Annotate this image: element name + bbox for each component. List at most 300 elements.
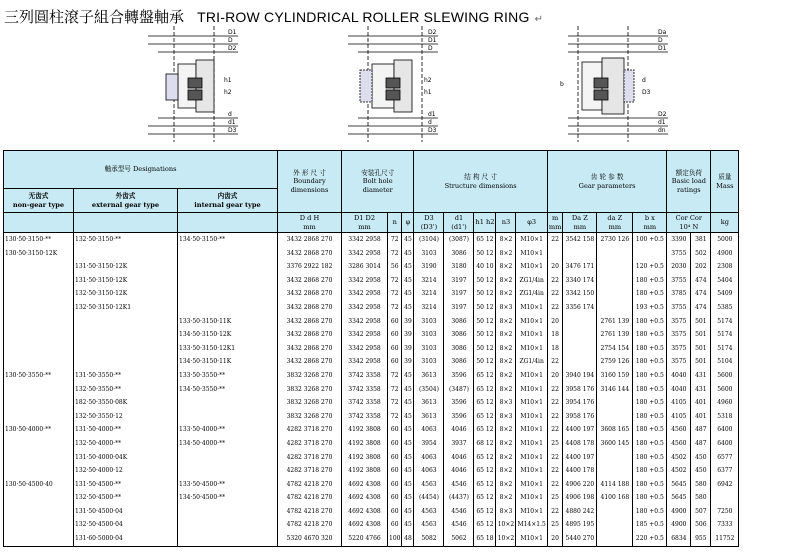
table-cell: 3432 2868 270	[278, 328, 342, 342]
table-cell: 180 +0.5	[633, 505, 667, 519]
table-cell: 4692 4308	[342, 478, 388, 492]
table-cell: 3542 158	[563, 233, 597, 247]
table-cell: 39	[402, 355, 414, 369]
table-cell: (3487)	[444, 383, 474, 397]
table-cell: 50 12	[474, 342, 496, 356]
table-cell: 45	[402, 301, 414, 315]
table-cell: 4105	[667, 396, 691, 410]
table-cell: 45	[402, 396, 414, 410]
table-cell	[597, 287, 633, 301]
table-cell: 180 +0.5	[633, 383, 667, 397]
drawing-label: h1	[424, 89, 432, 96]
table-cell: M10×1	[516, 301, 547, 315]
designations-header: 軸承型号 Designations	[4, 151, 278, 189]
table-header	[4, 151, 739, 233]
table-cell: 8×3	[496, 396, 516, 410]
table-cell: 3086	[444, 342, 474, 356]
table-cell: 5174	[711, 315, 739, 329]
table-cell: 65 12	[474, 491, 496, 505]
table-cell: 5062	[444, 532, 474, 546]
table-cell: 487	[691, 423, 711, 437]
table-cell: 25	[547, 518, 563, 532]
table-cell	[563, 315, 597, 329]
table-cell: 3086	[444, 315, 474, 329]
table-cell: 18	[547, 328, 563, 342]
sub-header-bolt: D1 D2 mm	[342, 213, 388, 233]
table-cell: 4114 188	[597, 478, 633, 492]
table-cell: 45	[402, 478, 414, 492]
table-cell: 50 12	[474, 328, 496, 342]
table-cell: 25	[547, 491, 563, 505]
table-cell: 5645	[667, 478, 691, 492]
table-cell: 132·50·3150·**	[74, 233, 178, 247]
table-cell: 3286 3014	[342, 260, 388, 274]
table-cell	[4, 355, 74, 369]
table-cell: 955	[691, 532, 711, 546]
internal-gear-header: 内齿式 internal gear type	[178, 189, 278, 213]
table-cell: 131·60·5000·04	[74, 532, 178, 546]
table-cell: 4192 3808	[342, 437, 388, 451]
drawing-label: D1	[428, 37, 437, 44]
table-cell: 4546	[444, 505, 474, 519]
sub-header-kg: kg	[711, 213, 739, 233]
table-cell: 131·50·4500·**	[74, 478, 178, 492]
non-gear-header: 无齿式 non-gear type	[4, 189, 74, 213]
table-cell: 4502	[667, 464, 691, 478]
table-cell: 3940 194	[563, 369, 597, 383]
table-cell: 8×2	[496, 342, 516, 356]
table-cell: 180 +0.5	[633, 491, 667, 505]
table-cell: 507	[691, 505, 711, 519]
table-cell: 3432 2868 270	[278, 233, 342, 247]
table-cell: 4692 4308	[342, 505, 388, 519]
table-cell	[4, 437, 74, 451]
table-cell: 22	[547, 410, 563, 424]
table-cell: M10×1	[516, 410, 547, 424]
table-cell	[178, 260, 278, 274]
table-cell: 3160 159	[597, 369, 633, 383]
table-row	[4, 260, 739, 274]
drawing-label: D	[658, 37, 663, 44]
table-cell: 5440 270	[563, 532, 597, 546]
table-cell: 4040	[667, 383, 691, 397]
gear-header: 齿 轮 参 数 Gear parameters	[547, 151, 667, 213]
table-cell: ZG1/4in	[516, 274, 547, 288]
table-cell: 5174	[711, 342, 739, 356]
table-cell: 65 12	[474, 369, 496, 383]
table-cell: 130·50·3150·12K	[4, 247, 74, 261]
table-cell: 506	[691, 518, 711, 532]
table-cell: 39	[402, 315, 414, 329]
table-cell	[597, 301, 633, 315]
table-cell: 180 +0.5	[633, 396, 667, 410]
table-cell: 4692 4308	[342, 491, 388, 505]
table-cell: 45	[402, 451, 414, 465]
table-cell: 4400 178	[563, 464, 597, 478]
table-cell: 8×2	[496, 369, 516, 383]
table-cell: 3342 2958	[342, 342, 388, 356]
table-cell: 4400 197	[563, 451, 597, 465]
table-cell: 65 12	[474, 423, 496, 437]
table-cell: 22	[547, 451, 563, 465]
table-cell: 6577	[711, 451, 739, 465]
table-cell: 3755	[667, 274, 691, 288]
table-cell: 45	[402, 491, 414, 505]
table-cell: 202	[691, 260, 711, 274]
boundary-header: 外 形 尺 寸 Boundary dimensions	[278, 151, 342, 213]
table-cell: 8×3	[496, 410, 516, 424]
table-cell: 8×2	[496, 287, 516, 301]
table-cell	[4, 315, 74, 329]
table-cell	[4, 274, 74, 288]
drawing-label: D3	[228, 127, 237, 134]
table-cell: 2759 126	[597, 355, 633, 369]
drawing-label: D1	[228, 29, 237, 36]
table-cell: 4546	[444, 518, 474, 532]
table-cell: 3103	[414, 247, 444, 261]
table-cell: 60	[388, 315, 402, 329]
table-cell: 8×2	[496, 328, 516, 342]
table-cell: 45	[402, 423, 414, 437]
table-row	[4, 478, 739, 492]
table-cell: 3575	[667, 342, 691, 356]
table-cell: 134·50·4000·**	[178, 437, 278, 451]
table-cell: 133·50·4000·**	[178, 423, 278, 437]
table-cell: 131·50·4000·04K	[74, 451, 178, 465]
drawing-label: D3	[642, 89, 651, 96]
table-cell: 10×2	[496, 518, 516, 532]
drawing-label: h2	[424, 77, 432, 84]
table-cell: 134·50·3150·12K	[178, 328, 278, 342]
table-cell: 8×2	[496, 478, 516, 492]
table-cell: 132·50·3150·12K1	[74, 301, 178, 315]
table-cell: 120 +0.5	[633, 260, 667, 274]
table-cell	[74, 342, 178, 356]
table-cell: 401	[691, 396, 711, 410]
table-cell: 3190	[414, 260, 444, 274]
table-cell	[597, 274, 633, 288]
table-cell: (4454)	[414, 491, 444, 505]
table-cell: 2308	[711, 260, 739, 274]
table-cell: 40 10	[474, 260, 496, 274]
table-cell: (3104)	[414, 233, 444, 247]
table-cell: 3596	[444, 410, 474, 424]
table-cell: M10×1	[516, 383, 547, 397]
table-cell	[4, 383, 74, 397]
table-cell: M14×1.5	[516, 518, 547, 532]
table-cell: 131·50·3150·12K	[74, 274, 178, 288]
table-cell: 5409	[711, 287, 739, 301]
table-cell: 45	[402, 274, 414, 288]
table-cell: 502	[691, 247, 711, 261]
table-cell	[178, 287, 278, 301]
table-cell: 56	[388, 260, 402, 274]
table-cell: 22	[547, 396, 563, 410]
table-row	[4, 315, 739, 329]
table-cell: 4560	[667, 423, 691, 437]
table-cell: 4563	[414, 478, 444, 492]
table-cell: 20	[547, 315, 563, 329]
table-row	[4, 383, 739, 397]
table-cell: 220 +0.5	[633, 532, 667, 546]
table-cell: 5174	[711, 328, 739, 342]
table-row	[4, 355, 739, 369]
table-cell: 4400 197	[563, 423, 597, 437]
table-cell: 3086	[444, 355, 474, 369]
table-cell: 3476 171	[563, 260, 597, 274]
table-cell: 8×2	[496, 233, 516, 247]
title-en: TRI-ROW CYLINDRICAL ROLLER SLEWING RING	[197, 9, 530, 25]
table-cell	[633, 247, 667, 261]
table-cell: 3755	[667, 301, 691, 315]
table-cell	[597, 396, 633, 410]
table-cell: 3214	[414, 274, 444, 288]
table-cell: 3103	[414, 355, 444, 369]
load-header: 额定负荷 Basic load ratings	[667, 151, 711, 213]
drawing-label: b	[560, 81, 564, 88]
table-cell	[4, 505, 74, 519]
table-cell: 3103	[414, 315, 444, 329]
table-cell: 180 +0.5	[633, 423, 667, 437]
table-cell: 132·50·3550·**	[74, 383, 178, 397]
table-cell: 50 12	[474, 247, 496, 261]
table-cell	[597, 410, 633, 424]
table-cell: 3376 2922 182	[278, 260, 342, 274]
table-cell: 4960	[711, 396, 739, 410]
table-cell: 3342 2958	[342, 274, 388, 288]
table-cell: 11752	[711, 532, 739, 546]
table-cell: 8×2	[496, 315, 516, 329]
table-cell: 8×2	[496, 451, 516, 465]
table-cell: 60	[388, 437, 402, 451]
table-cell: 3575	[667, 315, 691, 329]
table-cell: 60	[388, 328, 402, 342]
table-cell: 72	[388, 410, 402, 424]
table-cell	[563, 328, 597, 342]
table-cell: 3342 2958	[342, 315, 388, 329]
sub-header-dims: D d H mm	[278, 213, 342, 233]
table-cell: 60	[388, 342, 402, 356]
table-cell: 72	[388, 287, 402, 301]
table-cell: 180 +0.5	[633, 369, 667, 383]
drawing-label: D1	[658, 45, 667, 52]
table-cell	[74, 315, 178, 329]
table-cell: 4282 3718 270	[278, 464, 342, 478]
table-cell: 5318	[711, 410, 739, 424]
table-cell: 8×3	[496, 505, 516, 519]
table-cell: 3742 3358	[342, 383, 388, 397]
table-cell: 3613	[414, 396, 444, 410]
structure-header: 结 构 尺 寸 Structure dimensions	[414, 151, 547, 213]
table-cell: 3755	[667, 247, 691, 261]
table-cell: 39	[402, 342, 414, 356]
table-cell: 3613	[414, 410, 444, 424]
table-cell: 50 12	[474, 355, 496, 369]
table-cell: 3086	[444, 247, 474, 261]
table-cell: 2754 154	[597, 342, 633, 356]
sub-header-m: m mm	[548, 214, 562, 231]
table-cell: 3432 2868 270	[278, 301, 342, 315]
table-cell: ZG1/4in	[516, 287, 547, 301]
table-cell: 3575	[667, 355, 691, 369]
table-cell: 501	[691, 328, 711, 342]
table-cell: 501	[691, 342, 711, 356]
table-cell: M10×1	[516, 247, 547, 261]
table-cell: 8×2	[496, 260, 516, 274]
table-cell: 4906 220	[563, 478, 597, 492]
table-cell: 5600	[711, 369, 739, 383]
table-cell: 3214	[414, 301, 444, 315]
table-cell: 3342 150	[563, 287, 597, 301]
table-cell: M10×1	[516, 451, 547, 465]
table-cell: 4906 198	[563, 491, 597, 505]
table-row	[4, 410, 739, 424]
drawing-label: h2	[224, 89, 232, 96]
table-cell: 22	[547, 274, 563, 288]
table-cell	[4, 532, 74, 546]
table-cell: 8×2	[496, 247, 516, 261]
table-cell	[178, 396, 278, 410]
table-cell: 25	[547, 437, 563, 451]
table-cell: 22	[547, 478, 563, 492]
table-cell: 4063	[414, 423, 444, 437]
table-row	[4, 423, 739, 437]
table-cell: 6834	[667, 532, 691, 546]
table-cell: 193 +0.5	[633, 301, 667, 315]
table-cell	[597, 505, 633, 519]
table-cell: 3103	[414, 342, 444, 356]
table-cell: 3197	[444, 274, 474, 288]
table-cell: 65 18	[474, 532, 496, 546]
table-cell	[4, 464, 74, 478]
table-cell: 5000	[711, 233, 739, 247]
table-cell: 3575	[667, 328, 691, 342]
table-cell: 3197	[444, 301, 474, 315]
table-cell: 133·50·4500·**	[178, 478, 278, 492]
table-cell: 580	[691, 491, 711, 505]
table-cell: M10×1	[516, 369, 547, 383]
table-cell	[4, 518, 74, 532]
table-cell	[4, 342, 74, 356]
table-cell: 72	[388, 383, 402, 397]
table-cell: 501	[691, 315, 711, 329]
table-cell	[4, 287, 74, 301]
sub-header-n3: n3	[496, 213, 516, 233]
table-cell: 60	[388, 451, 402, 465]
table-cell: 50 12	[474, 301, 496, 315]
table-cell: 3596	[444, 396, 474, 410]
table-cell: 22	[547, 287, 563, 301]
sub-header-da-ext: Da Z mm	[563, 213, 597, 233]
table-cell: 3356 174	[563, 301, 597, 315]
sub-header-n: n	[388, 213, 402, 233]
table-cell: 131·50·3150·12K	[74, 260, 178, 274]
table-cell: 4563	[414, 505, 444, 519]
table-cell: 3937	[444, 437, 474, 451]
table-cell: 18	[547, 342, 563, 356]
table-cell: M10×1	[516, 464, 547, 478]
sub-header-d3: D3 (D3')	[414, 213, 444, 233]
table-cell	[4, 410, 74, 424]
table-cell	[597, 247, 633, 261]
table-cell: 180 +0.5	[633, 287, 667, 301]
table-cell: 3742 3358	[342, 410, 388, 424]
table-row	[4, 301, 739, 315]
table-cell: 22	[547, 464, 563, 478]
table-cell: 39	[402, 328, 414, 342]
table-cell: 4900	[667, 518, 691, 532]
table-cell: 50 12	[474, 274, 496, 288]
table-cell: 4880 242	[563, 505, 597, 519]
table-cell: 60	[388, 423, 402, 437]
table-cell: 6942	[711, 478, 739, 492]
table-cell: 180 +0.5	[633, 437, 667, 451]
table-row	[4, 274, 739, 288]
table-cell: M10×1	[516, 260, 547, 274]
table-row	[4, 396, 739, 410]
table-cell: 72	[388, 274, 402, 288]
table-cell: 22	[547, 233, 563, 247]
table-cell: 4282 3718 270	[278, 451, 342, 465]
table-cell: 60	[388, 505, 402, 519]
table-cell: 5385	[711, 301, 739, 315]
table-cell: 180 +0.5	[633, 410, 667, 424]
drawing-label: Da	[658, 29, 667, 36]
table-cell: 130·50·3150·**	[4, 233, 74, 247]
table-cell: M10×1	[516, 233, 547, 247]
table-cell: 3832 3268 270	[278, 369, 342, 383]
table-cell: M10×1	[516, 478, 547, 492]
table-cell: 131·50·3550·**	[74, 369, 178, 383]
table-cell: 65 12	[474, 396, 496, 410]
table-cell: 72	[388, 369, 402, 383]
drawing-label: d	[428, 119, 432, 126]
drawing-non-gear	[138, 22, 248, 148]
table-cell	[4, 328, 74, 342]
table-cell: 5082	[414, 532, 444, 546]
table-row	[4, 328, 739, 342]
table-cell: 100	[388, 532, 402, 546]
table-cell: 4560	[667, 437, 691, 451]
table-cell: 3342 2958	[342, 287, 388, 301]
table-cell: 4782 4218 270	[278, 518, 342, 532]
table-row	[4, 532, 739, 546]
table-cell: 60	[388, 518, 402, 532]
sub-header-h: h1 h2	[474, 213, 496, 233]
table-cell	[178, 274, 278, 288]
sub-header-d1: d1 (d1')	[444, 213, 474, 233]
table-cell	[563, 247, 597, 261]
table-cell: 132·50·4000·**	[74, 437, 178, 451]
table-row	[4, 464, 739, 478]
table-cell: 48	[402, 532, 414, 546]
table-cell: 4063	[414, 464, 444, 478]
table-row	[4, 518, 739, 532]
table-cell	[178, 410, 278, 424]
table-cell: 3432 2868 270	[278, 315, 342, 329]
table-cell: 22	[547, 383, 563, 397]
drawing-label: D3	[428, 127, 437, 134]
table-cell	[597, 532, 633, 546]
table-cell	[4, 260, 74, 274]
table-cell: 4782 4218 270	[278, 505, 342, 519]
table-cell: 132·50·4500·**	[74, 491, 178, 505]
sub-header-b: b x mm	[633, 213, 667, 233]
table-cell	[178, 464, 278, 478]
table-cell	[4, 491, 74, 505]
table-cell: 45	[402, 383, 414, 397]
table-cell: 10×2	[496, 532, 516, 546]
